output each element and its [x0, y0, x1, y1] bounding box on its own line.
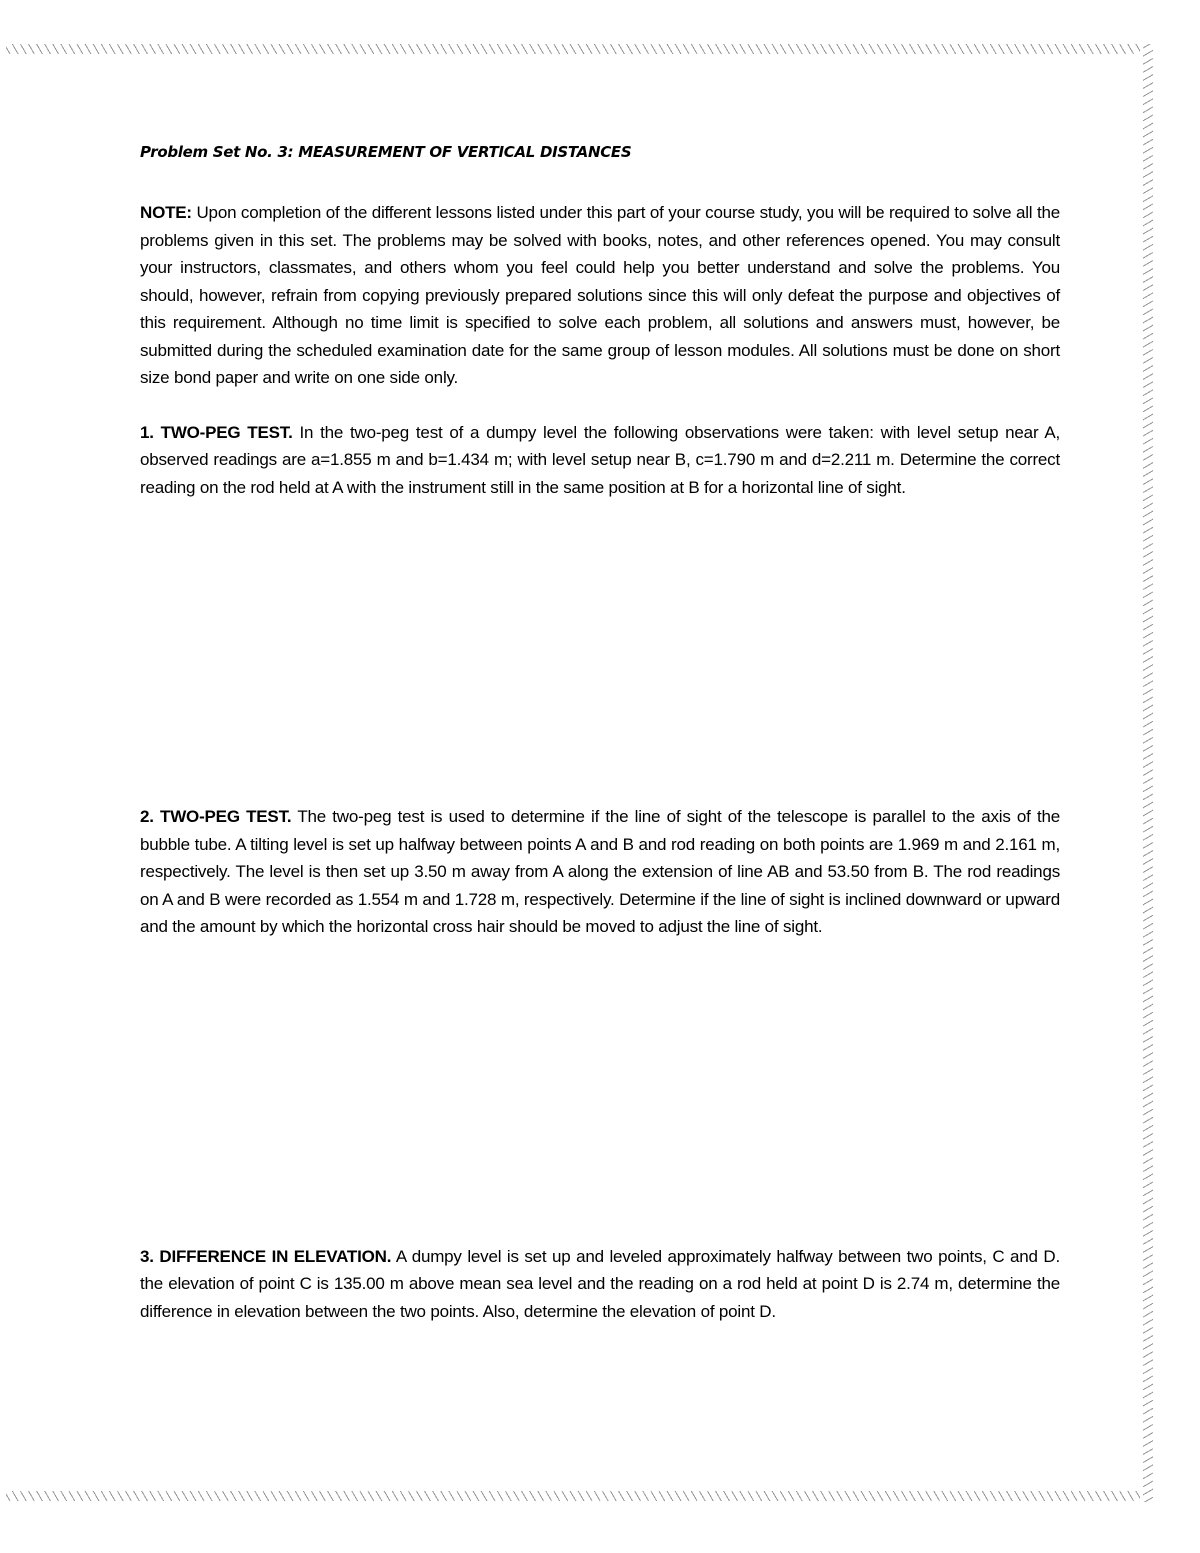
problem-3-text: A dumpy level is set up and leveled approximately halfway between two points, C and D. the elevation of point C is 135.00 m above mean sea level and the reading on a rod held at point D is 2.74 m, determine the difference in elevation between the two points. Also, determine the elevation of point D. — [140, 1246, 1060, 1321]
problem-1-label: 1. TWO-PEG TEST. — [140, 422, 293, 442]
problem-3 — [140, 1243, 1060, 1326]
document-body — [140, 138, 1060, 1325]
note-text: Upon completion of the different lessons listed under this part of your course study, you will be required to solve all the problems given in this set. The problems may be solved with books, notes, and other references opened. You may consult your instructors, classmates, and others whom you feel could help you better understand and solve the problems. You should, however, refrain from copying previously prepared solutions since this will only defeat the purpose and objectives of this requirement. Although no time limit is specified to solve each problem, all solutions and answers must, however, be submitted during the scheduled examination date for the same group of lesson modules. All solutions must be done on short size bond paper and write on one side only. — [140, 203, 1060, 387]
problem-3-label: 3. DIFFERENCE IN ELEVATION. — [140, 1246, 392, 1266]
page-border-bottom — [6, 1491, 1140, 1501]
problem-2 — [140, 803, 1060, 941]
page-border-right — [1143, 44, 1153, 1502]
note-paragraph — [140, 199, 1060, 392]
answer-space-2 — [140, 941, 1060, 1243]
problem-1 — [140, 419, 1060, 502]
note-label: NOTE: — [140, 203, 192, 222]
problem-2-text: The two-peg test is used to determine if the line of sight of the telescope is parallel to the axis of the bubble tube. A tilting level is set up halfway between points A and B and rod reading on both points are 1.969 m and 2.161 m, respectively. The level is then set up 3.50 m away from A along the extension of line AB and 53.50 from B. The rod readings on A and B were recorded as 1.554 m and 1.728 m, respectively. Determine if the line of sight is inclined downward or upward and the amount by which the horizontal cross hair should be moved to adjust the line of sight. — [140, 807, 1060, 936]
problem-1-text: In the two-peg test of a dumpy level the following observations were taken: with level setup near A, observed readings are a=1.855 m and b=1.434 m; with level setup near B, c=1.790 m and d=2.211 m. Determine the correct reading on the rod held at A with the instrument still in the same position at B for a horizontal line of sight. — [140, 422, 1060, 497]
page-border-top — [6, 44, 1140, 54]
problem-2-label: 2. TWO-PEG TEST. — [140, 807, 292, 826]
page-title: Problem Set No. 3: MEASUREMENT OF VERTICAL DISTANCES — [140, 143, 632, 161]
answer-space-1 — [140, 501, 1060, 803]
